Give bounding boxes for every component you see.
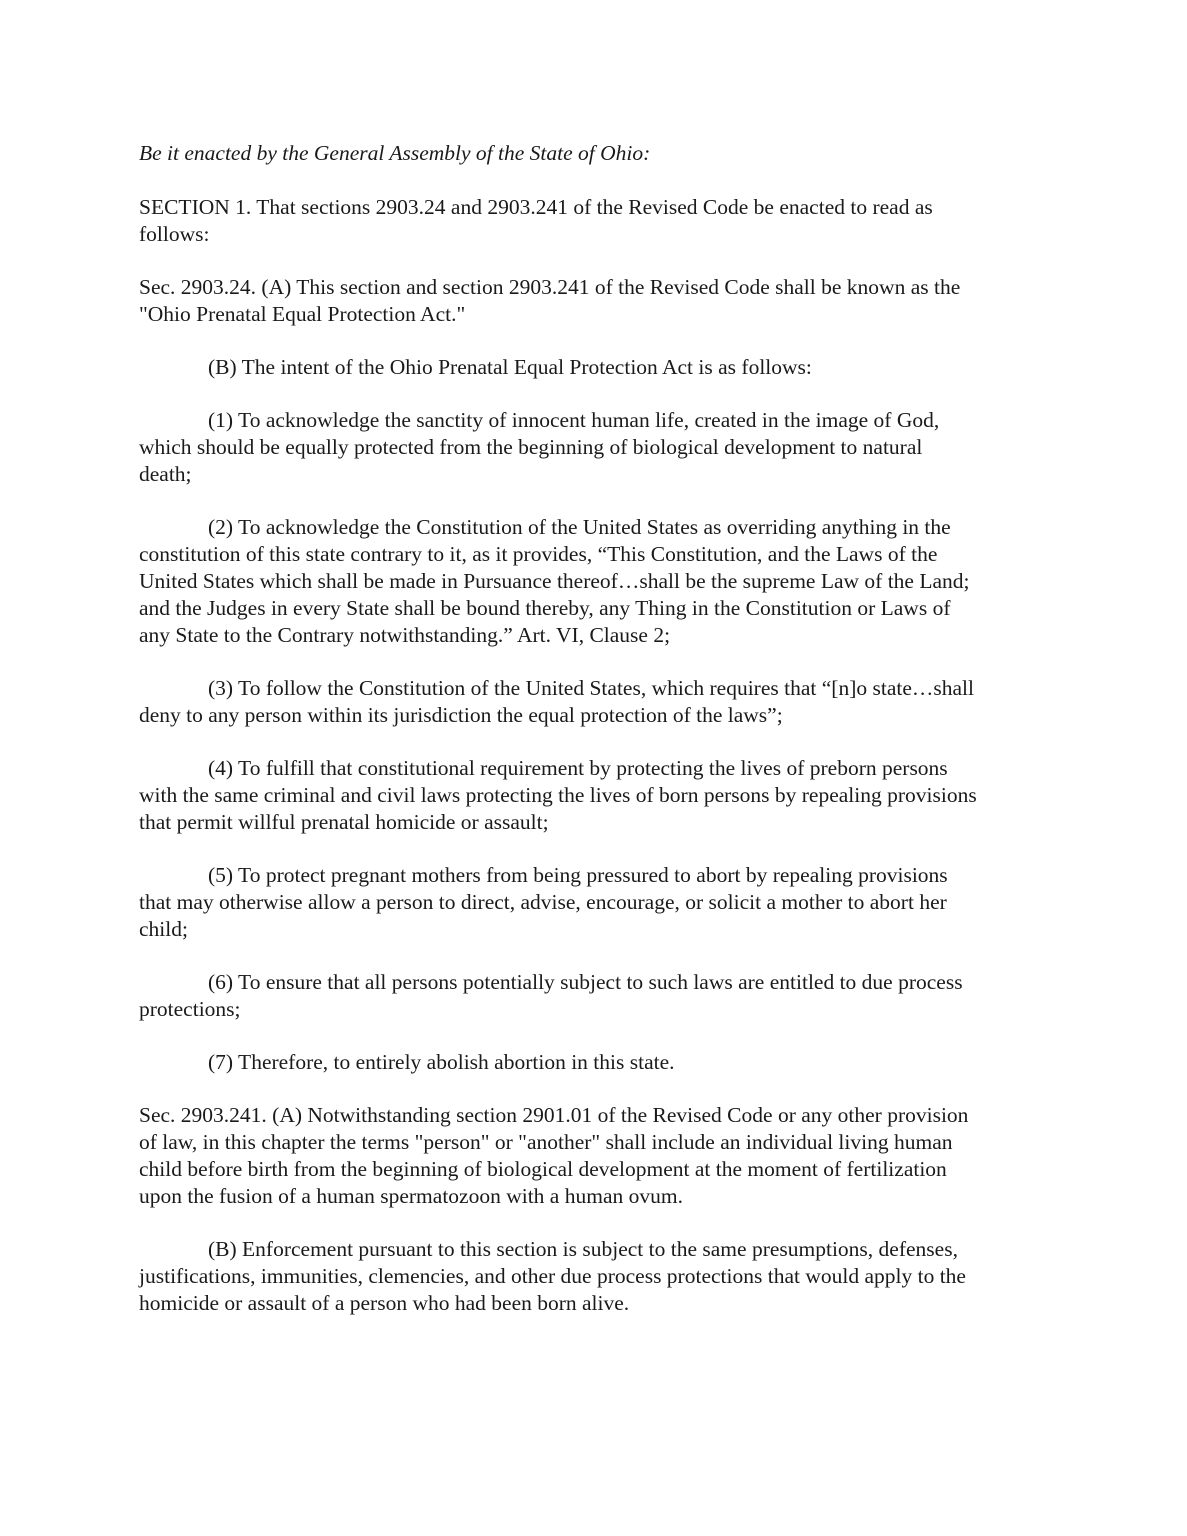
sec-2903-24-a: Sec. 2903.24. (A) This section and section 2903.241 of the Revised Code shall be known as the "Ohio Prenatal Equal Protection Act." <box>139 275 961 326</box>
intent-item-4: (4) To fulfill that constitutional requirement by protecting the lives of preborn persons with the same criminal and civil laws protecting the lives of born persons by repealing provisions that permit willful prenatal homicide or assault; <box>139 756 977 834</box>
intent-item-7: (7) Therefore, to entirely abolish abortion in this state. <box>208 1050 675 1074</box>
intent-item-6: (6) To ensure that all persons potentially subject to such laws are entitled to due process protections; <box>139 970 963 1021</box>
intent-item-1: (1) To acknowledge the sanctity of innocent human life, created in the image of God, which should be equally protected from the beginning of biological development to natural death; <box>139 408 940 486</box>
section-1: SECTION 1. That sections 2903.24 and 2903.241 of the Revised Code be enacted to read as follows: <box>139 195 933 246</box>
sec-2903-241-a: Sec. 2903.241. (A) Notwithstanding section 2901.01 of the Revised Code or any other provision of law, in this chapter the terms "person" or "another" shall include an individual living human child before birth from the beginning of biological development at the moment of fertilization upon the fusion of a human spermatozoon with a human ovum. <box>139 1103 969 1208</box>
intent-item-5: (5) To protect pregnant mothers from being pressured to abort by repealing provisions that may otherwise allow a person to direct, advise, encourage, or solicit a mother to abort her child; <box>139 863 948 941</box>
sec-2903-24-b: (B) The intent of the Ohio Prenatal Equal Protection Act is as follows: <box>208 355 812 379</box>
intent-item-2: (2) To acknowledge the Constitution of the United States as overriding anything in the constitution of this state contrary to it, as it provides, “This Constitution, and the Laws of the United States which shall be made in Pursuance thereof…shall be the supreme Law of the Land; and the Judges in every State shall be bound thereby, any Thing in the Constitution or Laws of any State to the Contrary notwithstanding.” Art. VI, Clause 2; <box>139 515 970 647</box>
intent-item-3: (3) To follow the Constitution of the United States, which requires that “[n]o state…shall deny to any person within its jurisdiction the equal protection of the laws”; <box>139 676 974 727</box>
enacting-clause: Be it enacted by the General Assembly of the State of Ohio: <box>139 141 651 165</box>
document-body <box>139 140 1059 1343</box>
sec-2903-241-b: (B) Enforcement pursuant to this section is subject to the same presumptions, defenses, justifications, immunities, clemencies, and other due process protections that would apply to the homicide or assault of a person who had been born alive. <box>139 1237 966 1315</box>
